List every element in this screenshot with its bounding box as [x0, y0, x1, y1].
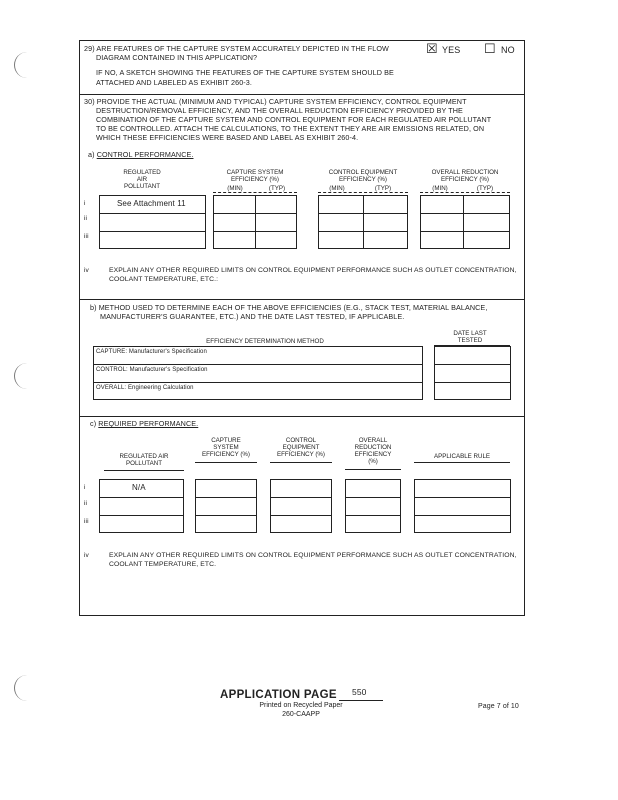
row-label: iv: [84, 267, 89, 274]
q29-ifno-text: IF NO, A SKETCH SHOWING THE FEATURES OF THE CAPTURE SYSTEM SHOULD BE: [96, 68, 394, 77]
footer-title: APPLICATION PAGE: [220, 689, 337, 701]
no-label: NO: [501, 45, 515, 55]
min-label: (MIN): [329, 185, 345, 192]
part-c-iv-text: COOLANT TEMPERATURE, ETC.: [109, 561, 217, 568]
q29-text: 29) ARE FEATURES OF THE CAPTURE SYSTEM ACCURATELY DEPICTED IN THE FLOW: [84, 44, 389, 53]
section-divider: [79, 94, 525, 95]
grid-line: [414, 515, 511, 516]
header-rule: [195, 462, 257, 463]
row-label: iii: [84, 233, 89, 240]
grid-line: [99, 231, 206, 232]
footer-printed: Printed on Recycled Paper: [259, 702, 343, 709]
row-label: iv: [84, 552, 89, 559]
grid-line: [318, 213, 408, 214]
yes-label: YES: [442, 45, 461, 55]
col-header-rule: APPLICABLE RULE: [433, 453, 491, 460]
typ-label: (TYP): [268, 185, 286, 192]
grid-line: [318, 231, 408, 232]
grid-line: [420, 213, 510, 214]
grid-line: [93, 364, 423, 365]
section-divider: [79, 299, 525, 300]
col-header-capture: CAPTURE SYSTEM EFFICIENCY (%): [226, 169, 284, 183]
grid-line: [99, 497, 184, 498]
col-header-pollutant: REGULATED AIR POLLUTANT: [119, 453, 169, 467]
q30-text: TO BE CONTROLLED. ATTACH THE CALCULATIONS, TO THE EXTENT THEY ARE AIR EMISSIONS RELATED, ON: [96, 124, 485, 133]
part-a-iv-text: COOLANT TEMPERATURE, ETC.:: [109, 276, 219, 283]
grid-line: [434, 382, 511, 383]
col-header-control: CONTROL EQUIPMENT EFFICIENCY (%): [276, 437, 325, 458]
part-a-iv-text: EXPLAIN ANY OTHER REQUIRED LIMITS ON CONTROL EQUIPMENT PERFORMANCE SUCH AS OUTLET CONCENTRATION,: [109, 267, 517, 274]
grid-line: [93, 382, 423, 383]
grid-line: [213, 213, 297, 214]
rule-grid: [414, 479, 511, 533]
grid-line: [270, 497, 332, 498]
part-c-title: c) REQUIRED PERFORMANCE.: [90, 419, 199, 428]
grid-line: [363, 195, 364, 249]
no-checkbox[interactable]: ☐: [484, 41, 496, 56]
control-grid: [270, 479, 332, 533]
col-header-capture: CAPTURE SYSTEM EFFICIENCY (%): [201, 437, 250, 458]
col-header-control: CONTROL EQUIPMENT EFFICIENCY (%): [328, 169, 398, 183]
header-rule: [270, 462, 332, 463]
footer-underline: [339, 700, 383, 701]
punch-hole-icon: [14, 675, 29, 701]
footer-page-number: 550: [352, 687, 367, 697]
col-header-pollutant: REGULATED AIR POLLUTANT: [123, 169, 161, 190]
grid-line: [270, 515, 332, 516]
part-b-text: MANUFACTURER'S GUARANTEE, ETC.) AND THE DATE LAST TESTED, IF APPLICABLE.: [100, 312, 405, 321]
method-row-overall[interactable]: OVERALL: Engineering Calculation: [96, 385, 194, 391]
col-header-overall: OVERALL REDUCTION EFFICIENCY (%): [431, 169, 499, 183]
grid-line: [255, 195, 256, 249]
method-row-control[interactable]: CONTROL: Manufacturer's Specification: [96, 367, 208, 373]
punch-hole-icon: [14, 363, 29, 389]
grid-line: [213, 231, 297, 232]
method-header: EFFICIENCY DETERMINATION METHOD: [206, 338, 324, 345]
q29-text: DIAGRAM CONTAINED IN THIS APPLICATION?: [96, 53, 258, 62]
footer-page-of: Page 7 of 10: [478, 703, 519, 710]
capture-grid: [195, 479, 257, 533]
header-rule: [345, 469, 401, 470]
header-rule: [213, 192, 297, 193]
grid-line: [463, 195, 464, 249]
grid-line: [99, 515, 184, 516]
punch-hole-icon: [14, 52, 29, 78]
q29-ifno-text: ATTACHED AND LABELED AS EXHIBIT 260-3.: [96, 78, 252, 87]
row-label: i: [84, 484, 86, 491]
date-last-tested-header: DATE LAST TESTED: [453, 330, 487, 344]
header-rule: [414, 462, 510, 463]
row-label: ii: [84, 500, 88, 507]
grid-line: [99, 213, 206, 214]
pollutant-value[interactable]: See Attachment 11: [117, 199, 186, 208]
grid-line: [195, 515, 257, 516]
q30-text: 30) PROVIDE THE ACTUAL (MINIMUM AND TYPICAL) CAPTURE SYSTEM EFFICIENCY, CONTROL EQUIPMENT: [84, 97, 467, 106]
q30-text: WHICH THESE EFFICIENCIES WERE BASED AND LABEL AS EXHIBIT 260-4.: [96, 133, 359, 142]
header-rule: [420, 192, 510, 193]
row-label: iii: [84, 518, 89, 525]
typ-label: (TYP): [374, 185, 392, 192]
typ-label: (TYP): [476, 185, 494, 192]
part-a-title: a) CONTROL PERFORMANCE.: [88, 150, 194, 159]
grid-line: [345, 497, 401, 498]
header-rule: [318, 192, 408, 193]
section-divider: [79, 416, 525, 417]
q30-text: COMBINATION OF THE CAPTURE SYSTEM AND CONTROL EQUIPMENT FOR EACH REGULATED AIR POLLUTANT: [96, 115, 492, 124]
overall-grid: [345, 479, 401, 533]
method-row-capture[interactable]: CAPTURE: Manufacturer's Specification: [96, 349, 207, 355]
grid-line: [434, 364, 511, 365]
col-header-overall: OVERALL REDUCTION EFFICIENCY (%): [354, 437, 392, 465]
min-label: (MIN): [432, 185, 448, 192]
grid-line: [420, 231, 510, 232]
q30-text: DESTRUCTION/REMOVAL EFFICIENCY, AND THE OVERALL REDUCTION EFFICIENCY PROVIDED BY THE: [96, 106, 463, 115]
grid-line: [345, 515, 401, 516]
date-grid: [434, 346, 511, 400]
grid-line: [414, 497, 511, 498]
part-c-iv-text: EXPLAIN ANY OTHER REQUIRED LIMITS ON CONTROL EQUIPMENT PERFORMANCE SUCH AS OUTLET CONCENTRATION,: [109, 552, 517, 559]
yes-checkbox[interactable]: ☒: [426, 41, 438, 56]
row-label: ii: [84, 215, 88, 222]
footer-form-id: 260-CAAPP: [282, 711, 320, 718]
pollutant-value[interactable]: N/A: [132, 483, 146, 492]
min-label: (MIN): [227, 185, 243, 192]
part-b-text: b) METHOD USED TO DETERMINE EACH OF THE ABOVE EFFICIENCIES (E.G., STACK TEST, MATERIAL BALANCE,: [90, 303, 488, 312]
grid-line: [195, 497, 257, 498]
header-rule: [104, 470, 184, 471]
row-label: i: [84, 200, 86, 207]
overall-grid: [420, 195, 510, 249]
